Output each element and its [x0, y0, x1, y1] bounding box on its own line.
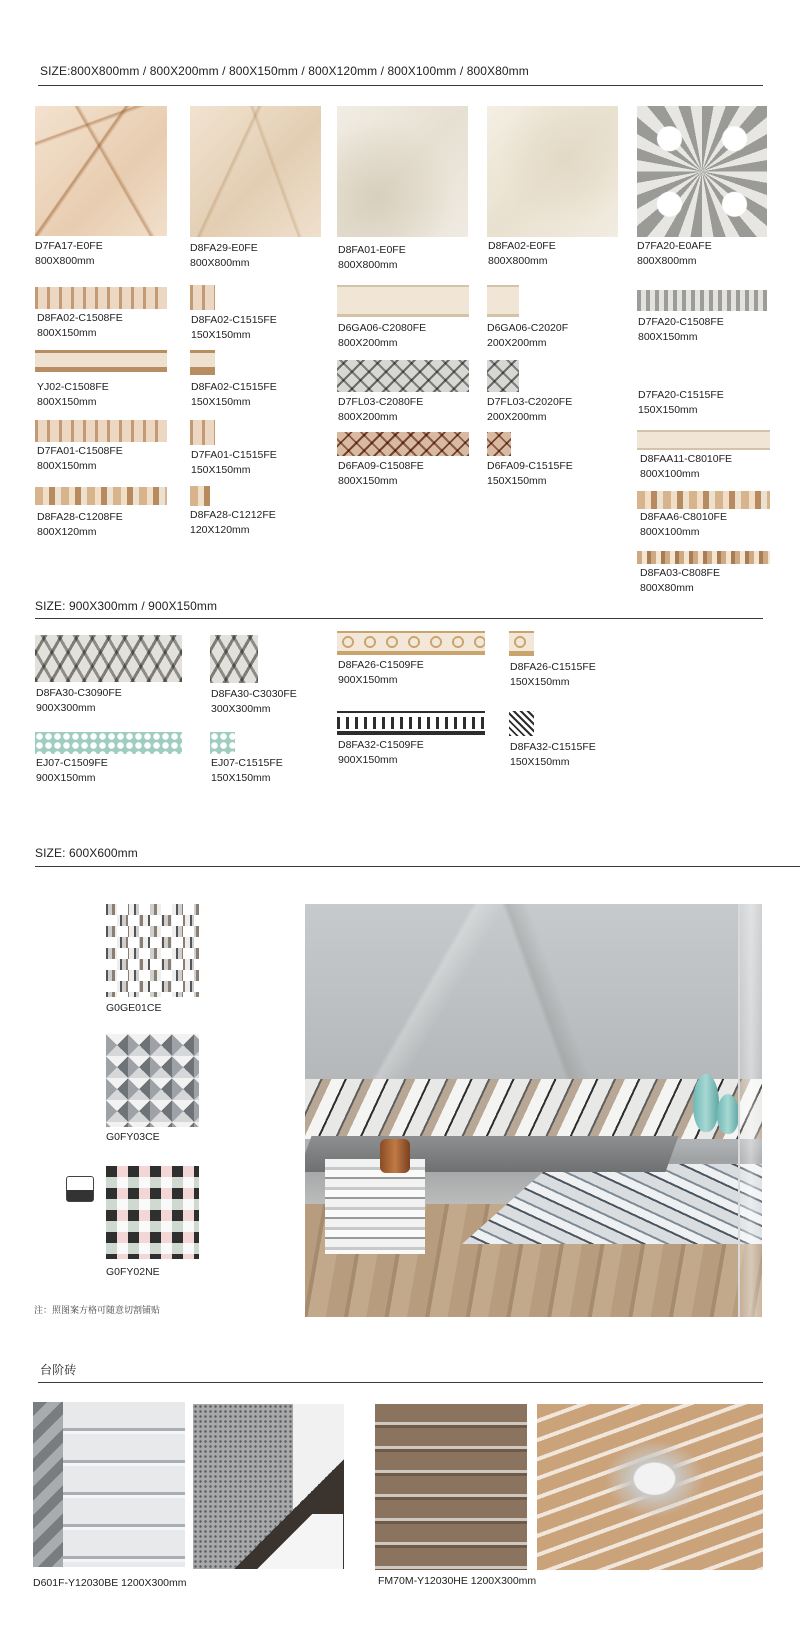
towel: [325, 1159, 425, 1254]
corner-image: [190, 350, 215, 375]
corner-image: [190, 420, 215, 445]
tile-caption: D7FA20-E0AFE 800X800mm: [637, 240, 712, 267]
corner-image: [487, 360, 519, 392]
tile-caption: D8FA32-C1509FE 900X150mm: [338, 739, 424, 766]
cutting-note: 注：照图案方格可随意切割铺贴: [34, 1305, 161, 1315]
tile-caption: EJ07-C1515FE 150X150mm: [211, 757, 283, 784]
tile-caption: D7FA17-E0FE 800X800mm: [35, 240, 103, 267]
border-image: [337, 711, 485, 735]
tile-image-d8fa01: [337, 106, 468, 237]
border-image: [337, 285, 469, 317]
stair-caption: FM70M-Y12030HE 1200X300mm: [378, 1575, 537, 1587]
tile-image-d7fa20: [637, 106, 767, 237]
tile-caption: D6GA06-C2020F 200X200mm: [487, 322, 569, 349]
tile-image-d8fa29: [190, 106, 321, 237]
tile-caption: D8FA02-C1515FE 150X150mm: [191, 381, 277, 408]
tile-caption: D8FA03-C808FE 800X80mm: [640, 567, 720, 594]
border-image: [337, 631, 485, 655]
border-image: [637, 290, 767, 311]
stair-photo-spiral: [537, 1404, 763, 1570]
stair-steps: [233, 1514, 343, 1569]
stair-caption: D601F-Y12030BE 1200X300mm: [33, 1577, 187, 1589]
vase: [693, 1074, 719, 1132]
corner-image: [509, 631, 534, 656]
section-stairs-header: 台阶砖: [40, 1363, 77, 1377]
section-size-header: SIZE: 900X300mm / 900X150mm: [35, 599, 218, 613]
tile-caption: D6FA09-C1515FE 150X150mm: [487, 460, 573, 487]
tile-caption: D8FAA11-C8010FE 800X100mm: [640, 453, 733, 480]
corner-image: [190, 285, 215, 310]
tile-caption: D8FA01-E0FE 800X800mm: [338, 244, 406, 271]
tile-image-d8fa02: [487, 106, 618, 237]
tile-caption: D8FA29-E0FE 800X800mm: [190, 242, 258, 269]
tile-caption: D8FA28-C1212FE 120X120mm: [190, 509, 276, 536]
stair-wall: [33, 1402, 63, 1567]
divider: [35, 618, 763, 619]
tile-caption: EJ07-C1509FE 900X150mm: [36, 757, 108, 784]
divider: [38, 1382, 763, 1383]
corner-image: [637, 360, 662, 385]
tile-caption: G0GE01CE: [106, 1002, 162, 1014]
tile-caption: D8FA28-C1208FE 800X120mm: [37, 511, 123, 538]
border-image: [35, 487, 167, 505]
tile-caption: D7FA01-C1508FE 800X150mm: [37, 445, 123, 472]
tile-caption: D8FA26-C1509FE 900X150mm: [338, 659, 424, 686]
border-image: [35, 350, 167, 372]
corner-image: [487, 432, 511, 456]
tile-caption: D8FA02-E0FE 800X800mm: [488, 240, 556, 267]
tile-image-g0fy03ce: [106, 1034, 199, 1127]
tile-caption: D7FA20-C1508FE 800X150mm: [638, 316, 724, 343]
tile-caption: D7FA01-C1515FE 150X150mm: [191, 449, 277, 476]
divider: [35, 866, 800, 867]
tile-caption: D8FA02-C1515FE 150X150mm: [191, 314, 277, 341]
border-image: [35, 635, 182, 682]
tile-caption: G0FY03CE: [106, 1131, 160, 1143]
stair-photo-wood: [375, 1404, 527, 1570]
corner-image: [190, 486, 210, 506]
tile-caption: D8FA30-C3030FE 300X300mm: [211, 688, 297, 715]
tile-caption: D8FA30-C3090FE 900X300mm: [36, 687, 122, 714]
tile-image-g0ge01ce: [106, 904, 199, 997]
tile-caption: D8FA02-C1508FE 800X150mm: [37, 312, 123, 339]
corner-image: [210, 635, 258, 683]
glass-panel: [738, 904, 762, 1317]
tile-caption: D7FA20-C1515FE 150X150mm: [638, 389, 724, 416]
tile-caption: D7FL03-C2020FE 200X200mm: [487, 396, 573, 423]
divider: [38, 85, 763, 86]
pattern-floor: [462, 1164, 762, 1244]
tile-caption: D7FL03-C2080FE 800X200mm: [338, 396, 424, 423]
tile-caption: D8FAA6-C8010FE 800X100mm: [640, 511, 727, 538]
border-image: [637, 551, 770, 564]
corner-image: [210, 732, 235, 754]
border-image: [637, 491, 770, 509]
border-image: [637, 430, 770, 450]
stair-photo-marble: [33, 1402, 185, 1567]
vase: [717, 1094, 739, 1134]
tile-caption: YJ02-C1508FE 800X150mm: [37, 381, 109, 408]
stair-photo-grey: [193, 1404, 344, 1569]
certification-logo: [66, 1176, 94, 1202]
greek-key-pattern: [337, 717, 485, 729]
section-size-header: SIZE:800X800mm / 800X200mm / 800X150mm / 800X120mm / 800X100mm / 800X80mm: [40, 64, 529, 78]
border-image: [337, 360, 469, 392]
border-image: [35, 732, 182, 754]
marble-wall: [305, 904, 762, 1079]
jar: [380, 1139, 410, 1173]
corner-image: [487, 285, 519, 317]
tile-caption: D8FA32-C1515FE 150X150mm: [510, 741, 596, 768]
tile-caption: G0FY02NE: [106, 1266, 160, 1278]
section-size-header: SIZE: 600X600mm: [35, 846, 138, 860]
tile-image-d7fa17: [35, 106, 167, 236]
border-image: [35, 287, 167, 309]
border-image: [337, 432, 469, 456]
corner-image: [509, 711, 534, 736]
tile-caption: D6GA06-C2080FE 800X200mm: [338, 322, 427, 349]
tile-image-g0fy02ne: [106, 1166, 199, 1259]
tile-caption: D6FA09-C1508FE 800X150mm: [338, 460, 424, 487]
border-image: [35, 420, 167, 442]
bathroom-scene-photo: [305, 904, 762, 1317]
tile-caption: D8FA26-C1515FE 150X150mm: [510, 661, 596, 688]
